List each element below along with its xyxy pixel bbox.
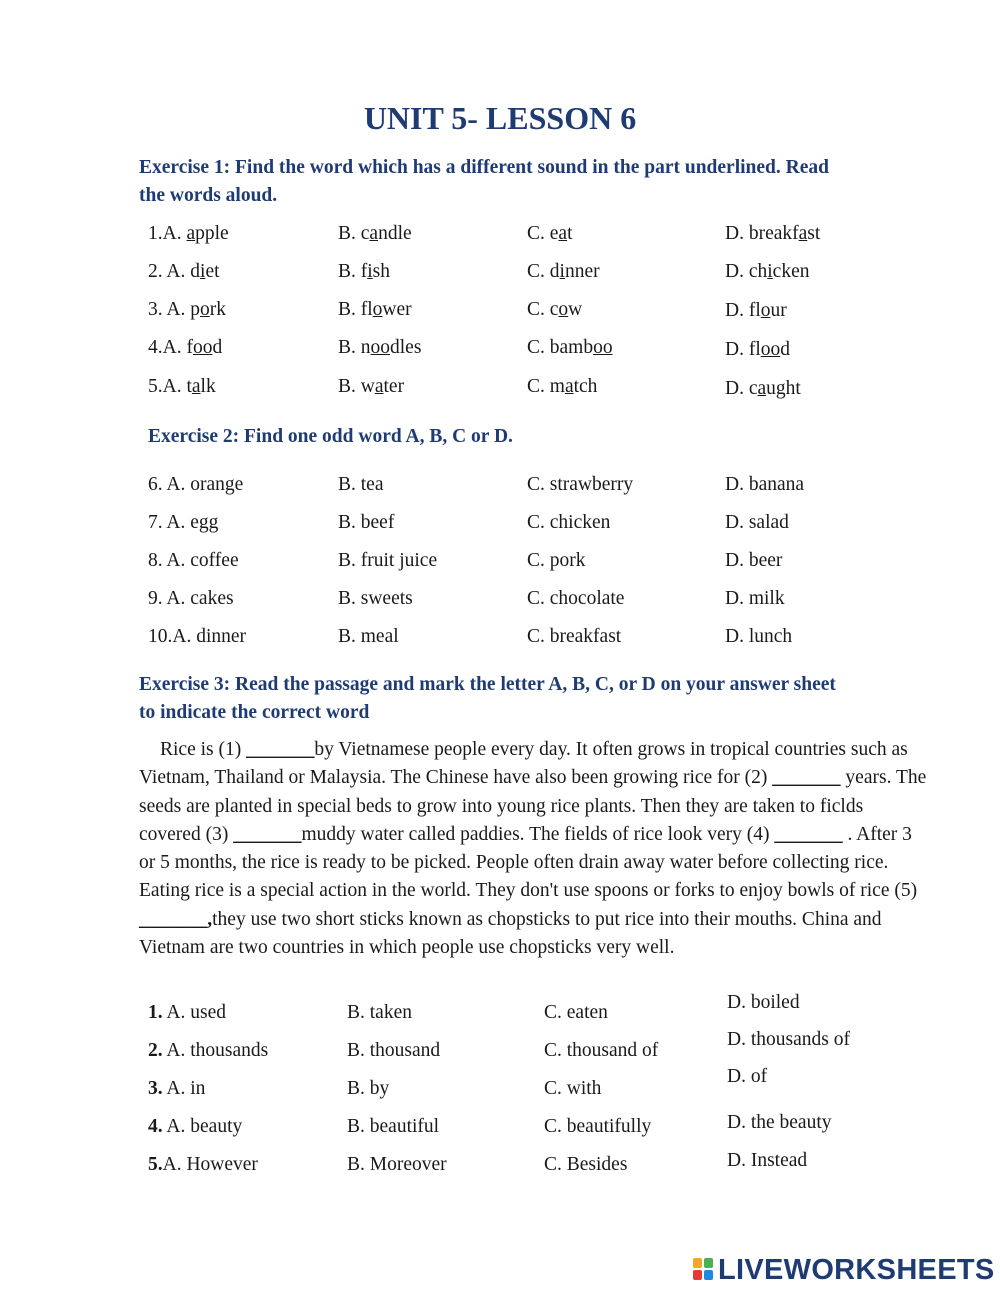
option-underlined-part: o [372, 299, 383, 320]
option-text-after: et [205, 261, 220, 282]
option-text-after: nner [564, 261, 600, 282]
exercise1-option-text [725, 336, 790, 364]
exercise1-heading-line1: Exercise 1: Find the word which has a different sound in the part underlined. Read [139, 157, 829, 178]
option-text-after: dles [390, 337, 422, 358]
question-number: 3. [148, 1078, 163, 1099]
exercise1-option [0, 258, 1000, 286]
exercise1-option [0, 375, 1000, 403]
exercise2-row [0, 509, 1000, 537]
exercise3-option-d: D. thousands of [727, 1029, 850, 1050]
exercise2-option: C. strawberry [527, 474, 634, 495]
question-number: 4. [148, 1116, 163, 1137]
exercise1-heading-line2: the words aloud. [139, 185, 278, 206]
exercise2-option: D. banana [725, 474, 805, 495]
option-underlined-part: a [374, 376, 384, 397]
exercise2-option: 9. A. cakes [148, 588, 234, 609]
exercise2-option: C. chicken [527, 512, 611, 533]
option-text-before: B. w [338, 376, 375, 397]
exercise3-option-d: D. Instead [727, 1150, 808, 1171]
exercise3-row-d [0, 1147, 1000, 1175]
passage-blank-3[interactable]: _______ [233, 823, 302, 845]
exercise3-option-c: C. Besides [544, 1154, 628, 1175]
option-text-after: d [212, 337, 223, 358]
passage-text: . After 3 or 5 months, the rice is ready to be picked. People often drain away water before collecting rice. Eating rice is a special action in the world. They don't use spoons or forks to enjoy bowls of rice (5) [139, 823, 918, 902]
option-underlined-part: a [186, 223, 196, 244]
option-text-after: rk [209, 299, 227, 320]
option-text-after: st [807, 223, 821, 244]
exercise1-option-text [725, 375, 801, 403]
exercise2-row [0, 623, 1000, 651]
option-text-after: t [567, 223, 573, 244]
option-underlined-part: a [757, 378, 767, 399]
passage-blank-4[interactable]: _______ [774, 823, 843, 845]
option-underlined-part: i [767, 261, 773, 282]
exercise3-row-d [0, 1026, 1000, 1054]
option-a-text: A. used [162, 1002, 226, 1023]
option-underlined-part: o [558, 299, 569, 320]
option-underlined-part: a [798, 223, 808, 244]
liveworksheets-logo-icon [693, 1258, 715, 1282]
option-a-text: A. in [162, 1078, 206, 1099]
question-number: 5. [148, 1154, 163, 1175]
option-text-after: pple [195, 223, 229, 244]
exercise2-option: 8. A. coffee [148, 550, 239, 571]
option-text-after: ur [770, 300, 787, 321]
exercise2-option: B. sweets [338, 588, 413, 609]
passage-text: by Vietnamese people every day. It often grows in tropical countries such as Vietnam, Thailand or Malaysia. The Chinese have also been growing rice for (2) [139, 739, 908, 789]
exercise2-option: C. pork [527, 550, 586, 571]
exercise3-heading [139, 671, 919, 727]
option-text-after: w [568, 299, 583, 320]
passage-blank-1[interactable]: _______ [246, 739, 315, 760]
exercise3-row-d [0, 989, 1000, 1017]
option-text-after: wer [382, 299, 412, 320]
option-text-before: 4.A. f [148, 337, 193, 358]
exercise3-heading-line2: to indicate the correct word [139, 702, 370, 723]
option-text-before: B. fl [338, 299, 373, 320]
exercise2-option: D. milk [725, 588, 785, 609]
option-a-text: A. However [162, 1154, 258, 1175]
option-text-after: tch [573, 376, 598, 397]
passage-blank-2[interactable]: _______ [772, 767, 841, 789]
liveworksheets-logo-text: LIVEWORKSHEETS [718, 1253, 995, 1286]
passage-text: they use two short sticks known as chopsticks to put rice into their mouths. China and Vietnam are two countries in which people use chopsticks very well. [139, 908, 882, 959]
exercise1-option [0, 220, 1000, 248]
option-a-text: A. beauty [162, 1116, 243, 1137]
exercise3-option-d: D. the beauty [727, 1112, 832, 1133]
exercise2-option: D. lunch [725, 626, 793, 647]
option-text-after: lk [200, 376, 216, 397]
exercise3-option-b: B. thousand [347, 1040, 441, 1061]
exercise2-row [0, 471, 1000, 499]
option-text-before: C. m [527, 376, 565, 397]
liveworksheets-logo [693, 1253, 995, 1287]
exercise2-row [0, 547, 1000, 575]
option-text-before: C. c [527, 299, 559, 320]
option-text-after: sh [372, 261, 391, 282]
option-underlined-part: oo [760, 339, 781, 360]
option-text-before: B. n [338, 337, 371, 358]
option-underlined-part: i [200, 261, 206, 282]
exercise3-option-d: D. boiled [727, 992, 800, 1013]
question-number: 2. [148, 1040, 163, 1061]
option-underlined-part: oo [192, 337, 213, 358]
option-underlined-part: i [559, 261, 565, 282]
exercise2-option: B. meal [338, 626, 399, 647]
exercise2-option: C. chocolate [527, 588, 625, 609]
exercise3-row-d [0, 1063, 1000, 1091]
exercise2-option: 10.A. dinner [148, 626, 247, 647]
option-text-after: ter [383, 376, 405, 397]
option-text-before: 5.A. t [148, 376, 192, 397]
exercise1-option [0, 297, 1000, 325]
exercise3-row-d [0, 1109, 1000, 1137]
option-a-text: A. thousands [162, 1040, 269, 1061]
passage-blank-5[interactable]: _______, [139, 908, 213, 930]
exercise2-option: B. beef [338, 512, 395, 533]
passage-text: years. The seeds are planted in special beds to grow into young rice plants. Then they are taken to ficlds covered (3) [139, 767, 927, 845]
exercise3-option-c: C. thousand of [544, 1040, 659, 1061]
exercise3-option-b: B. beautiful [347, 1116, 440, 1137]
option-underlined-part: a [564, 376, 574, 397]
option-text-before: B. c [338, 223, 370, 244]
exercise2-option: B. tea [338, 474, 384, 495]
exercise3-option-d: D. of [727, 1066, 768, 1087]
option-text-after: d [780, 339, 790, 360]
option-text-before: D. fl [725, 300, 761, 321]
option-text-before: D. ch [725, 261, 768, 282]
option-underlined-part: o [200, 299, 210, 320]
option-text-before: 3. A. p [148, 299, 201, 320]
exercise1-heading [139, 154, 919, 210]
exercise1-option-text [725, 297, 787, 325]
exercise2-option: C. breakfast [527, 626, 622, 647]
exercise3-option-c: C. with [544, 1078, 602, 1099]
option-underlined-part: a [369, 223, 379, 244]
option-text-before: C. e [527, 223, 559, 244]
option-text-before: B. f [338, 261, 368, 282]
option-underlined-part: oo [370, 337, 391, 358]
exercise1-option [0, 336, 1000, 364]
option-text-after: cken [772, 261, 810, 282]
option-text-after: ught [766, 378, 801, 399]
exercise2-option: D. beer [725, 550, 783, 571]
option-underlined-part: a [191, 376, 201, 397]
exercise1-option-text [725, 220, 820, 248]
exercise3-option-c: C. beautifully [544, 1116, 652, 1137]
exercise2-option: 7. A. egg [148, 512, 219, 533]
exercise2-heading: Exercise 2: Find one odd word A, B, C or D. [148, 426, 513, 447]
option-text-before: C. d [527, 261, 560, 282]
exercise3-option-b: B. Moreover [347, 1154, 447, 1175]
question-number: 1. [148, 1002, 163, 1023]
exercise2-option: 6. A. orange [148, 474, 244, 495]
option-underlined-part: o [760, 300, 771, 321]
exercise1-option-text [725, 258, 809, 286]
option-text-after: ndle [378, 223, 412, 244]
exercise2-option: D. salad [725, 512, 789, 533]
option-text-before: 1.A. [148, 223, 187, 244]
exercise3-option-b: B. taken [347, 1002, 412, 1023]
exercise2-row [0, 585, 1000, 613]
passage-text: muddy water called paddies. The fields of rice look very (4) [301, 823, 775, 845]
option-text-before: D. c [725, 378, 758, 399]
option-underlined-part: oo [593, 337, 613, 358]
option-text-before: 2. A. d [148, 261, 201, 282]
option-text-before: D. breakf [725, 223, 799, 244]
passage-text: Rice is (1) [160, 739, 247, 760]
exercise2-option: B. fruit juice [338, 550, 438, 571]
option-underlined-part: a [558, 223, 568, 244]
option-underlined-part: i [367, 261, 373, 282]
option-text-before: C. bamb [527, 337, 594, 358]
exercise3-option-b: B. by [347, 1078, 390, 1099]
page-title: UNIT 5- LESSON 6 [363, 100, 637, 136]
reading-passage [139, 736, 929, 962]
exercise3-option-c: C. eaten [544, 1002, 608, 1023]
option-text-before: D. fl [725, 339, 761, 360]
exercise3-heading-line1: Exercise 3: Read the passage and mark the letter A, B, C, or D on your answer sheet [139, 674, 836, 695]
